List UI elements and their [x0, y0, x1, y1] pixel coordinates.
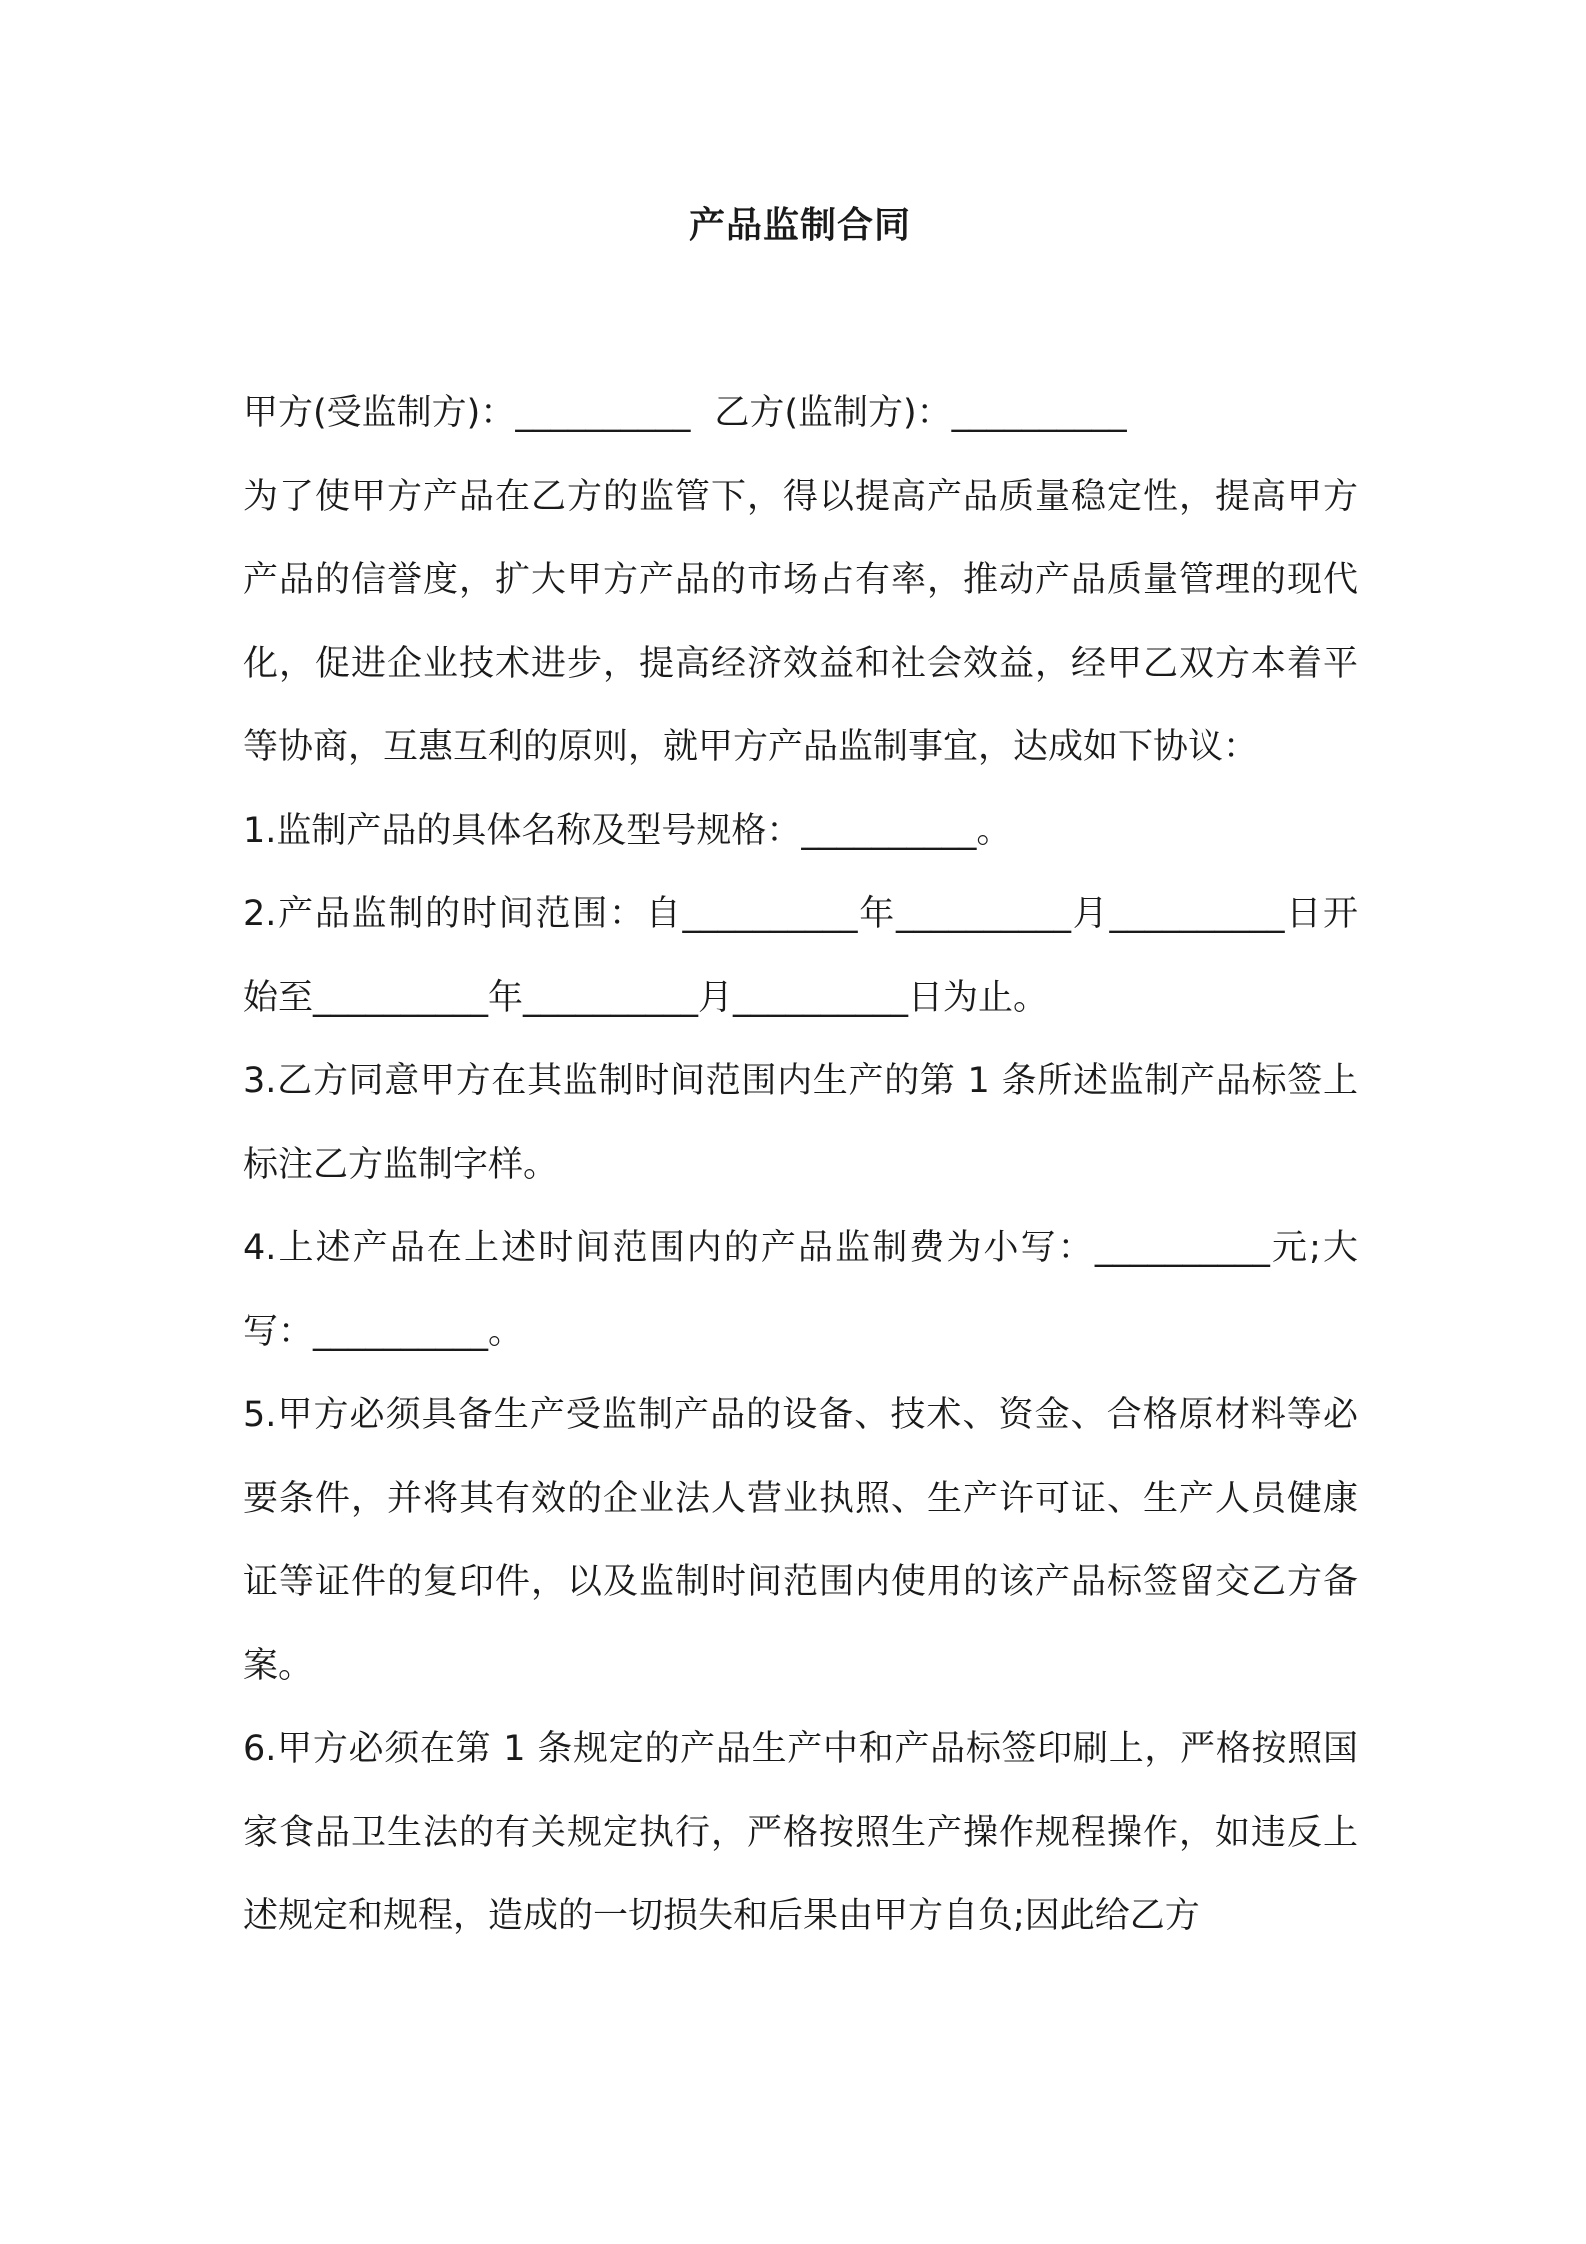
party-a-blank: __________ [515, 393, 691, 433]
party-b-label: 乙方(监制方)： [714, 393, 952, 433]
party-a-label: 甲方(受监制方)： [243, 393, 516, 433]
parties-line [243, 372, 1358, 456]
clause-1: 1.监制产品的具体名称及型号规格：__________。 [243, 810, 1012, 851]
clause-5: 5.甲方必须具备生产受监制产品的设备、技术、资金、合格原材料等必要条件，并将其有效的企业法人营业执照、生产许可证、生产人员健康证等证件的复印件，以及监制时间范围内使用的该产品标签留交乙方备案。 [243, 1395, 1358, 1686]
clause-2: 2.产品监制的时间范围：自__________年__________月__________日开始至__________年__________月__________日为止。 [243, 894, 1358, 1018]
contract-body [243, 372, 1358, 1959]
document-title: 产品监制合同 [688, 205, 911, 246]
clause-3: 3.乙方同意甲方在其监制时间范围内生产的第 1 条所述监制产品标签上标注乙方监制字样。 [243, 1061, 1358, 1185]
intro-paragraph: 为了使甲方产品在乙方的监管下，得以提高产品质量稳定性，提高甲方产品的信誉度，扩大甲方产品的市场占有率，推动产品质量管理的现代化，促进企业技术进步，提高经济效益和社会效益，经甲乙双方本着平等协商，互惠互利的原则，就甲方产品监制事宜，达成如下协议： [243, 476, 1358, 767]
clause-6: 6.甲方必须在第 1 条规定的产品生产中和产品标签印刷上，严格按照国家食品卫生法的有关规定执行，严格按照生产操作规程操作，如违反上述规定和规程，造成的一切损失和后果由甲方自负;因此给乙方 [243, 1729, 1358, 1936]
clause-4: 4.上述产品在上述时间范围内的产品监制费为小写：__________元;大写：__________。 [243, 1228, 1358, 1352]
party-b-blank: __________ [951, 393, 1127, 433]
